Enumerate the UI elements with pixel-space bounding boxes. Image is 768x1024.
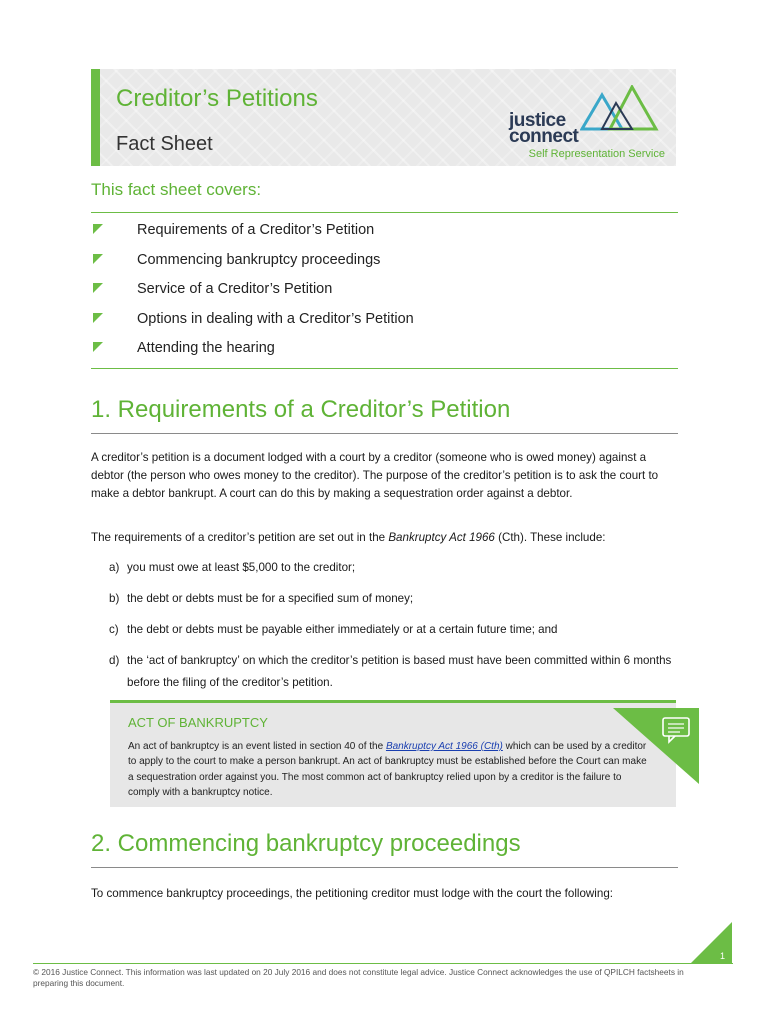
section-2-heading: 2. Commencing bankruptcy proceedings [91, 830, 521, 857]
act-name: Bankruptcy Act 1966 [388, 531, 495, 544]
triangles-logo-icon [580, 85, 660, 135]
logo-text-justice: justice [509, 110, 566, 131]
bankruptcy-act-link[interactable]: Bankruptcy Act 1966 (Cth) [385, 741, 503, 752]
header-accent-bar [91, 69, 100, 166]
header-banner [91, 69, 676, 166]
logo-tagline: Self Representation Service [528, 148, 665, 160]
section-1-heading: 1. Requirements of a Creditor’s Petition [91, 396, 511, 423]
page-number: 1 [720, 951, 726, 961]
callout-body: An act of bankruptcy is an event listed in section 40 of the Bankruptcy Act 1966 (Cth) which can be used by a creditor to apply to the court to make a person bankrupt. An act of bankruptcy must be established before the Court can make a sequestration order against you. The most common act of bankruptcy relied upon by a creditor is the failure to comply with a bankruptcy notice. [128, 741, 647, 798]
justice-connect-logo [495, 85, 665, 163]
covers-heading: This fact sheet covers: [91, 180, 262, 199]
green-triangle-bullet-icon [93, 283, 103, 293]
section-2-divider [91, 867, 678, 868]
section-1-divider [91, 433, 678, 434]
footer-disclaimer: © 2016 Justice Connect. This information was last updated on 20 July 2016 and does not constitute legal advice. Justice Connect acknowledges the use of QPILCH factsheets in preparing this document. [33, 967, 684, 988]
green-triangle-bullet-icon [93, 254, 103, 264]
covers-top-divider [91, 212, 678, 213]
section-1-paragraph-1: A creditor’s petition is a document lodged with a court by a creditor (someone who is owed money) against a debtor (the person who owes money to the creditor). The purpose of the creditor’s petition is to ask the court to make a debtor bankrupt. A court can do this by making a sequestration order against a debtor. [91, 451, 659, 500]
green-triangle-bullet-icon [93, 313, 103, 323]
list-item: d) the ‘act of bankruptcy’ on which the creditor’s petition is based must have been committed within 6 months before the filing of the creditor’s petition. [109, 654, 672, 689]
callout-corner-badge [613, 708, 699, 784]
section-1-paragraph-2: The requirements of a creditor’s petition are set out in the Bankruptcy Act 1966 (Cth). These include: [91, 531, 606, 544]
section-2-paragraph: To commence bankruptcy proceedings, the petitioning creditor must lodge with the court the following: [91, 887, 614, 900]
callout-heading: ACT OF BANKRUPTCY [128, 715, 268, 730]
green-triangle-bullet-icon [93, 342, 103, 352]
list-item: b) the debt or debts must be for a specified sum of money; [109, 592, 414, 605]
list-item: c) the debt or debts must be payable either immediately or at a certain future time; and [109, 623, 558, 636]
act-of-bankruptcy-callout [110, 700, 676, 807]
page-number-badge [690, 922, 732, 964]
green-triangle-bullet-icon [93, 224, 103, 234]
logo-text-connect: connect [509, 126, 579, 147]
list-item: a) you must owe at least $5,000 to the creditor; [109, 561, 356, 574]
requirements-list [91, 557, 681, 703]
covers-bottom-divider [91, 368, 678, 369]
document-subtitle: Fact Sheet [116, 133, 213, 155]
footer-divider [33, 963, 733, 964]
document-title: Creditor’s Petitions [116, 85, 318, 112]
